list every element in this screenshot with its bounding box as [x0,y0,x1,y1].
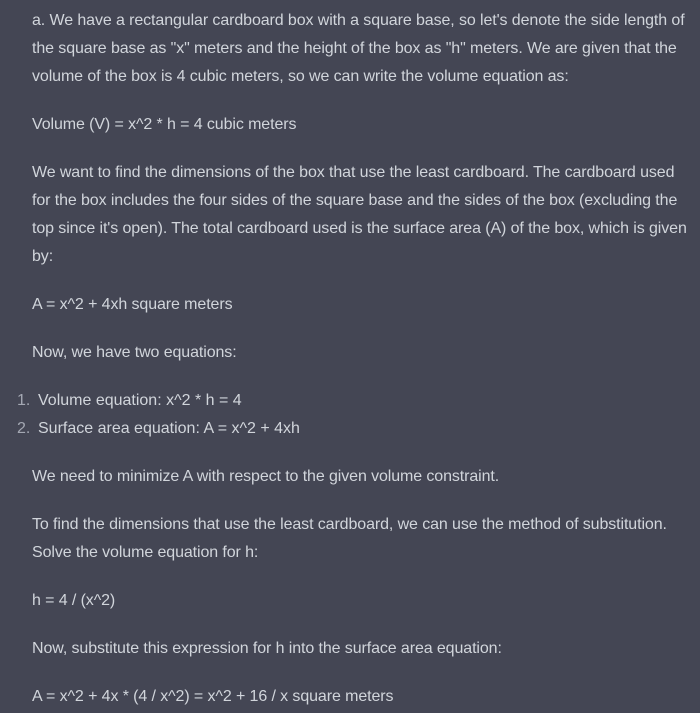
equations-list [17,387,690,443]
list-item-number: 1. [17,392,31,409]
volume-equation: Volume (V) = x^2 * h = 4 cubic meters [32,116,297,133]
substitution-paragraph: To find the dimensions that use the least cardboard, we can use the method of substitution. Solve the volume equation for h: [32,516,667,561]
area-equation: A = x^2 + 4xh square meters [32,296,233,313]
list-item-text: Surface area equation: A = x^2 + 4xh [38,420,300,437]
list-item [17,387,690,415]
intro-paragraph: a. We have a rectangular cardboard box with a square base, so let's denote the side length of the square base as "x" meters and the height of the box as "h" meters. We are given that the volume of the box is 4 cubic meters, so we can write the volume equation as: [32,12,685,85]
cardboard-paragraph: We want to find the dimensions of the box that use the least cardboard. The cardboard used for the box includes the four sides of the square base and the sides of the box (excluding the top since it's open). The total cardboard used is the surface area (A) of the box, which is given by: [32,164,687,265]
substitute-paragraph: Now, substitute this expression for h into the surface area equation: [32,640,502,657]
two-equations-intro: Now, we have two equations: [32,344,237,361]
minimize-paragraph: We need to minimize A with respect to the given volume constraint. [32,468,500,485]
list-item-number: 2. [17,420,31,437]
final-equation: A = x^2 + 4x * (4 / x^2) = x^2 + 16 / x square meters [32,688,394,705]
list-item-text: Volume equation: x^2 * h = 4 [38,392,242,409]
h-equation: h = 4 / (x^2) [32,592,116,609]
list-item [17,415,690,443]
